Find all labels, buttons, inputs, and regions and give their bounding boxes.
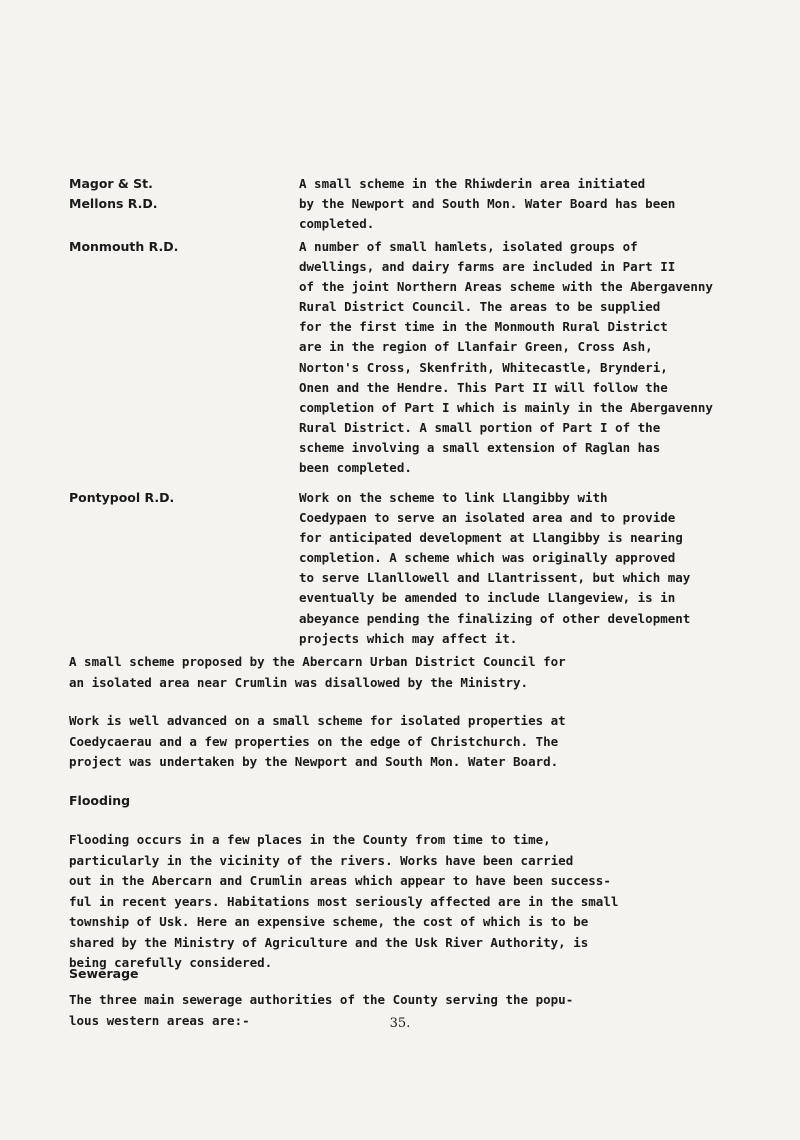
- district-label: Magor & St. Mellons R.D.: [69, 176, 158, 211]
- paragraph-sewerage: The three main sewerage authorities of the County serving the popu- lous western areas are:-: [69, 992, 574, 1028]
- paragraph-abercarn: A small scheme proposed by the Abercarn Urban District Council for an isolated area near Crumlin was disallowed by the Ministry.: [69, 654, 566, 690]
- heading-flooding: Flooding: [69, 793, 131, 808]
- paragraph-flooding: Flooding occurs in a few places in the County from time to time, particularly in the vicinity of the rivers. Works have been carried out in the Abercarn and Crumlin areas which appear to have been success- ful in recent years. Habitations most seriously affected are in the small township of Usk. Here an expensive scheme, the cost of which is to be shared by the Ministry of Agriculture and the Usk River Authority, is being carefully considered.: [69, 832, 619, 970]
- district-label: Monmouth R.D.: [69, 239, 179, 254]
- entry-text: A number of small hamlets, isolated groups of dwellings, and dairy farms are included in Part II of the joint Northern Areas scheme with the Abergavenny Rural District Council. The areas to be supplied for the first time in the Monmouth Rural District are in the region of Llanfair Green, Cross Ash, Norton's Cross, Skenfrith, Whitecastle, Brynderi, Onen and the Hendre. This Part II will follow the completion of Part I which is mainly in the Abergavenny Rural District. A small portion of Part I of the scheme involving a small extension of Raglan has been completed.: [299, 239, 713, 476]
- page-number: 35.: [389, 1016, 411, 1031]
- entry-text: A small scheme in the Rhiwderin area initiated by the Newport and South Mon. Water Board has been completed.: [299, 176, 676, 232]
- entry-text: Work on the scheme to link Llangibby with Coedypaen to serve an isolated area and to provide for anticipated development at Llangibby is nearing completion. A scheme which was originally approved to serve Llanllowell and Llantrissent, but which may eventually be amended to include Llangeview, is in abeyance pending the finalizing of other development projects which may affect it.: [299, 490, 691, 646]
- paragraph-coedycaerau: Work is well advanced on a small scheme for isolated properties at Coedycaerau and a few properties on the edge of Christchurch. The project was undertaken by the Newport and South Mon. Water Board.: [69, 713, 566, 769]
- heading-sewerage: Sewerage: [69, 966, 139, 981]
- district-label: Pontypool R.D.: [69, 490, 175, 505]
